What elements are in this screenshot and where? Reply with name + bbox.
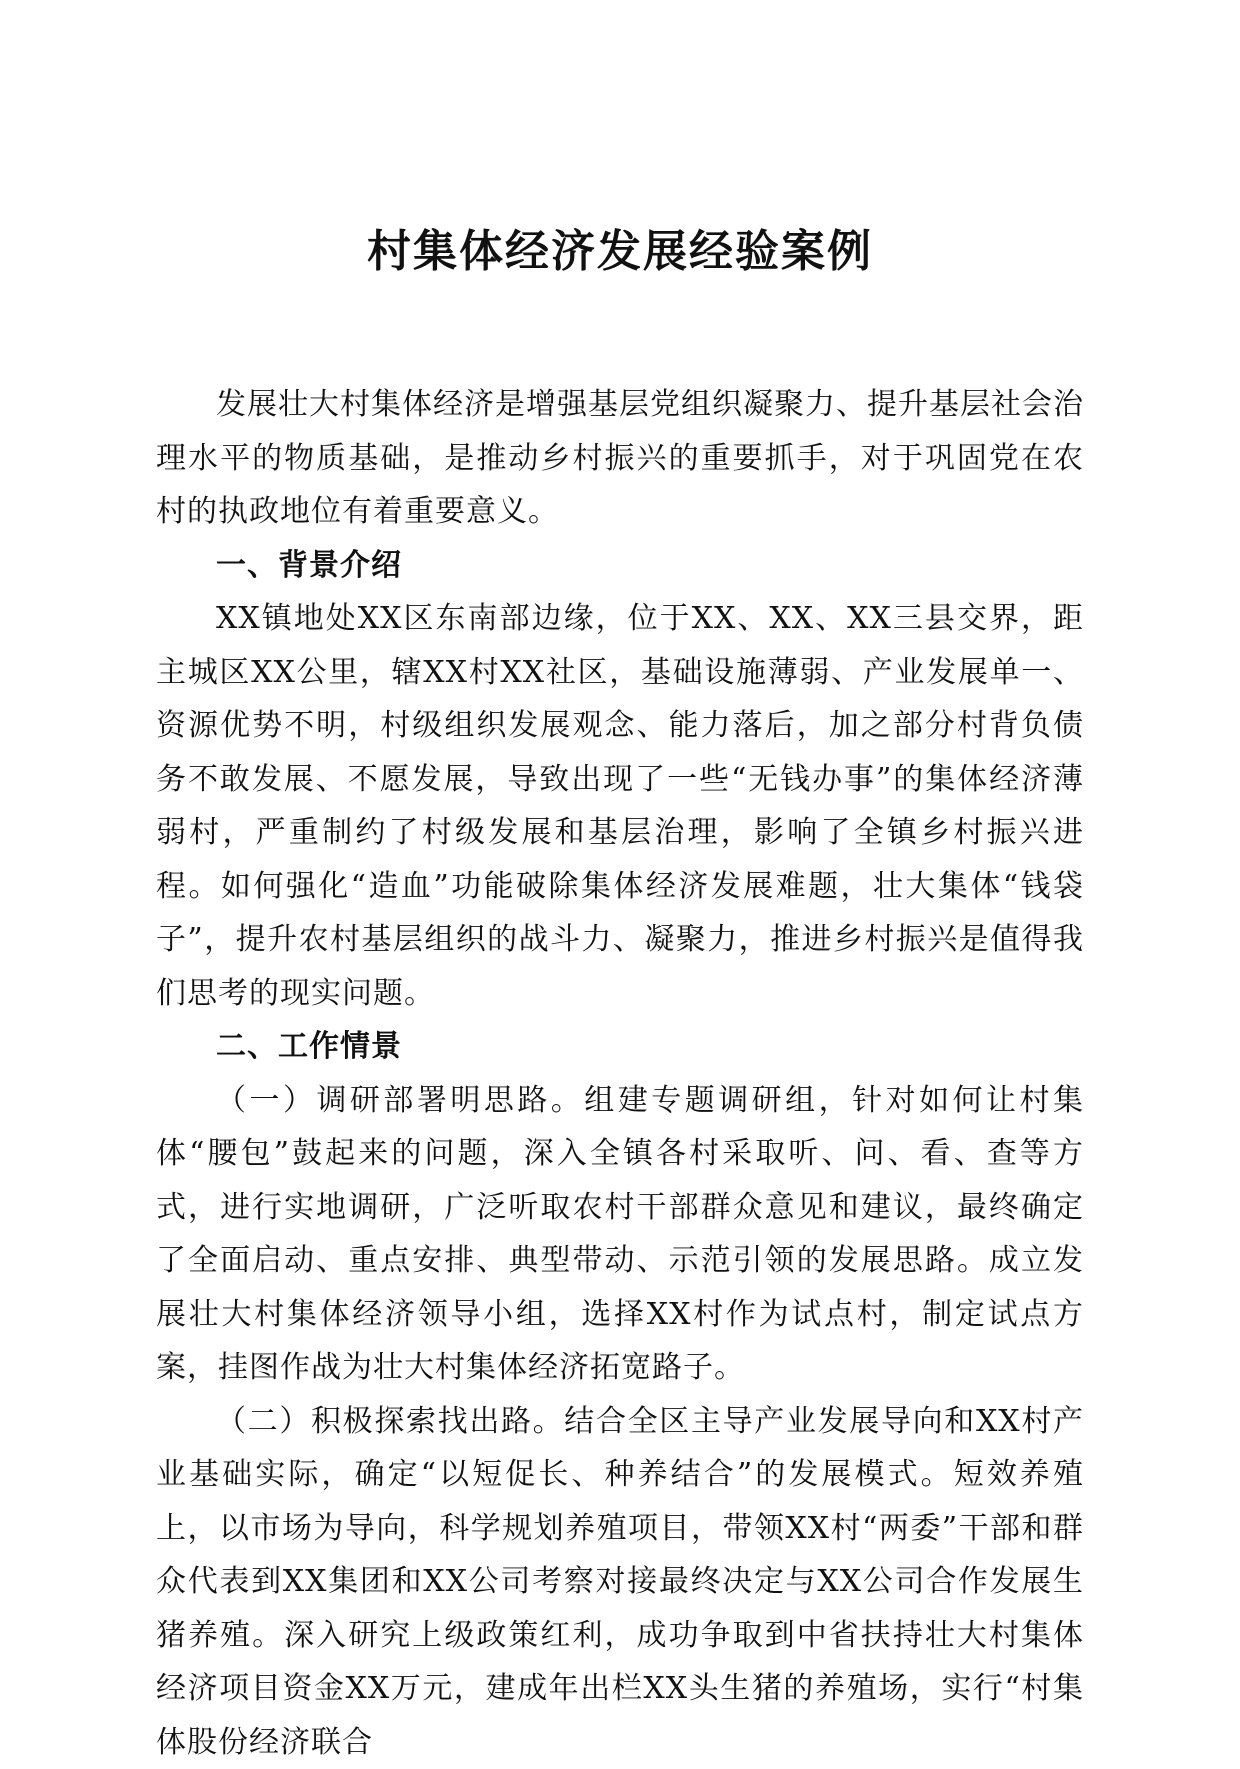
work-paragraph-1: （一）调研部署明思路。组建专题调研组，针对如何让村集体“腰包”鼓起来的问题，深入全镇各村采取听、问、看、查等方式，进行实地调研，广泛听取农村干部群众意见和建议，最终确定了全面启动、重点安排、典型带动、示范引领的发展思路。成立发展壮大村集体经济领导小组，选择XX村作为试点村，制定试点方案，挂图作战为壮大村集体经济拓宽路子。 (156, 1074, 1084, 1395)
intro-paragraph: 发展壮大村集体经济是增强基层党组织凝聚力、提升基层社会治理水平的物质基础，是推动乡村振兴的重要抓手，对于巩固党在农村的执政地位有着重要意义。 (156, 378, 1084, 539)
work-paragraph-2: （二）积极探索找出路。结合全区主导产业发展导向和XX村产业基础实际，确定“以短促长、种养结合”的发展模式。短效养殖上，以市场为导向，科学规划养殖项目，带领XX村“两委”干部和群众代表到XX集团和XX公司考察对接最终决定与XX公司合作发展生猪养殖。深入研究上级政策红利，成功争取到中省扶持壮大村集体经济项目资金XX万元，建成年出栏XX头生猪的养殖场，实行“村集体股份经济联合 (156, 1395, 1084, 1769)
background-paragraph: XX镇地处XX区东南部边缘，位于XX、XX、XX三县交界，距主城区XX公里，辖XX村XX社区，基础设施薄弱、产业发展单一、资源优势不明，村级组织发展观念、能力落后，加之部分村背负债务不敢发展、不愿发展，导致出现了一些“无钱办事”的集体经济薄弱村，严重制约了村级发展和基层治理，影响了全镇乡村振兴进程。如何强化“造血”功能破除集体经济发展难题，壮大集体“钱袋子”，提升农村基层组织的战斗力、凝聚力，推进乡村振兴是值得我们思考的现实问题。 (156, 592, 1084, 1020)
document-title: 村集体经济发展经验案例 (0, 222, 1240, 282)
document-body (156, 378, 1084, 1769)
section-heading-background: 一、背景介绍 (156, 539, 1084, 593)
section-heading-work: 二、工作情景 (156, 1020, 1084, 1074)
